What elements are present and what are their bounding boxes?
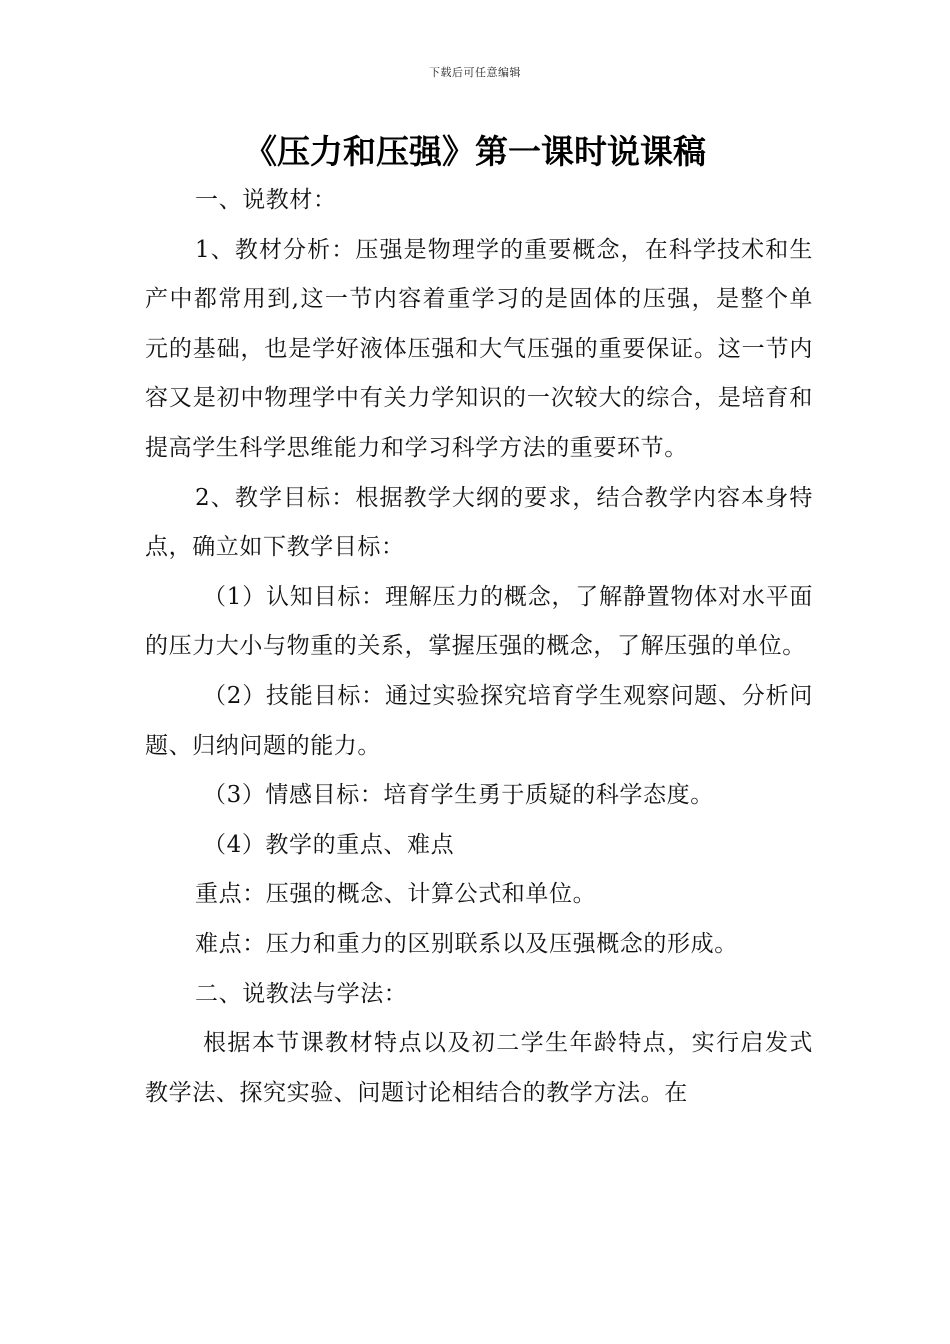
paragraph-emotional-goal: （3）情感目标：培育学生勇于质疑的科学态度。 bbox=[203, 782, 714, 809]
header-note: 下载后可任意编辑 bbox=[429, 66, 521, 79]
paragraph-difficult-point: 难点：压力和重力的区别联系以及压强概念的形成。 bbox=[195, 930, 738, 957]
paragraph-textbook-analysis: 1、教材分析：压强是物理学的重要概念，在科学技术和生产中都常用到,这一节内容着重学习的是固体的压强，是整个单元的基础，也是学好液体压强和大气压强的重要保证。这一节内容又是初中物理学中有关力学知识的一次较大的综合，是培育和提高学生科学思维能力和学习科学方法的重要环节。 bbox=[145, 236, 813, 461]
paragraph-cognitive-goal: （1）认知目标：理解压力的概念，了解静置物体对水平面的压力大小与物重的关系，掌握压强的概念，了解压强的单位。 bbox=[145, 583, 813, 660]
paragraph-skill-goal: （2）技能目标：通过实验探究培育学生观察问题、分析问题、归纳问题的能力。 bbox=[145, 682, 813, 759]
paragraph-key-point: 重点：压强的概念、计算公式和单位。 bbox=[195, 881, 597, 908]
paragraph-teaching-goals: 2、教学目标：根据教学大纲的要求，结合教学内容本身特点，确立如下教学目标： bbox=[145, 484, 813, 561]
document-title: 《压力和压强》第一课时说课稿 bbox=[244, 132, 706, 171]
paragraph-key-points-heading: （4）教学的重点、难点 bbox=[203, 831, 455, 858]
paragraph-methods: 根据本节课教材特点以及初二学生年龄特点，实行启发式教学法、探究实验、问题讨论相结合的教学方法。在 bbox=[145, 1030, 813, 1106]
section-heading-textbook: 一、说教材： bbox=[195, 187, 337, 213]
document-body bbox=[145, 176, 813, 1118]
section-heading-methods: 二、说教法与学法： bbox=[195, 980, 408, 1007]
